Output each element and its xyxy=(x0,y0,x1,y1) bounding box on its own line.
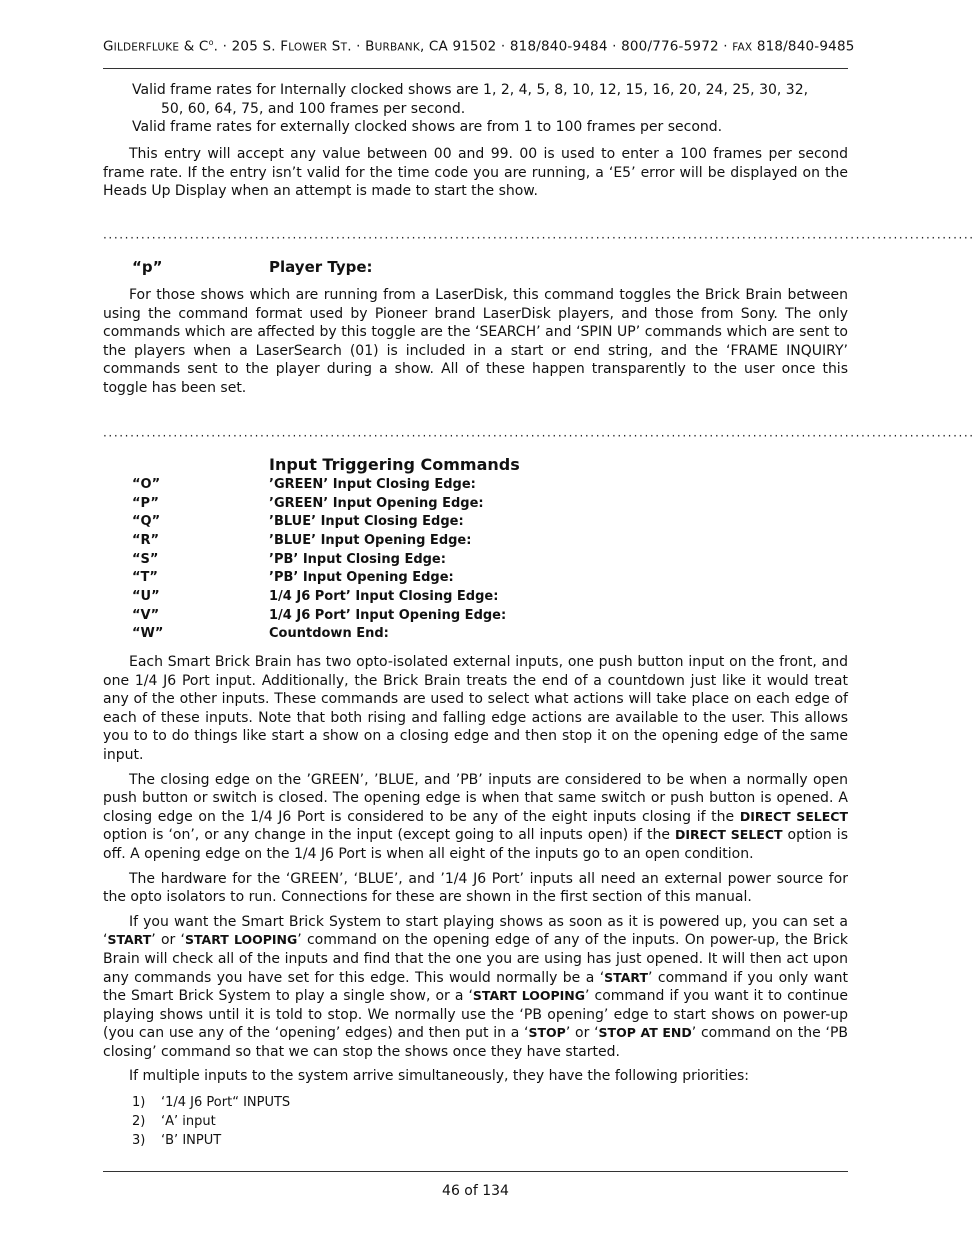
page-number: 46 of 134 xyxy=(442,1183,509,1199)
dotted-separator: ································································································································································· xyxy=(103,429,975,443)
paragraph-power-up: If you want the Smart Brick System to start playing shows as soon as it is powered up, you can set a ‘START’ or ‘START LOOPING’ command on the opening edge of any of the inputs. On power-up, the Brick Brain will check all of the inputs and find that the one you are using has just opened. It will then act upon any commands you have set for this edge. This would normally be a ‘START’ command if you only want the Smart Brick System to play a single show, or a ‘START LOOPING’ command if you want it to continue playing shows until it is told to stop. We normally use the ‘PB opening’ edge to start shows on power-up (you can use any of the ‘opening’ edges) and then put in a ‘STOP’ or ‘STOP AT END’ command on the ‘PB closing’ command so that we can stop the shows once they have started. xyxy=(103,913,849,1060)
frame-rate-paragraph: This entry will accept any value between 00 and 99. 00 is used to enter a 100 frames per second frame rate. If the entry isn’t valid for the time code you are running, a ‘E5’ error will be displayed on the Heads Up Display when an attempt is made to start the show. xyxy=(103,146,848,200)
list-item: 1) ‘1/4 J6 Port“ INPUTS xyxy=(132,1095,291,1110)
command-row: “P” ’GREEN’ Input Opening Edge: xyxy=(132,496,484,511)
input-triggering-body xyxy=(103,653,848,1086)
command-row: “T” ’PB’ Input Opening Edge: xyxy=(132,570,454,585)
priority-list xyxy=(132,1095,290,1152)
command-row: “S” ’PB’ Input Closing Edge: xyxy=(132,552,446,567)
dotted-separator: ································································································································································· xyxy=(103,231,975,245)
command-row: “O” ’GREEN’ Input Closing Edge: xyxy=(132,477,476,492)
player-type-title: Player Type: xyxy=(269,258,373,276)
page-header: GILDERFLUKE & $C^o$. · 205 S. FLOWER ST. · BURBANK, CA 91502 · 818/840-9484 · 800/776-5972 · FAX 818/840-9485 xyxy=(103,38,855,55)
command-row: “V” 1/4 J6 Port’ Input Opening Edge: xyxy=(132,608,507,623)
frame-rate-list xyxy=(132,81,848,137)
list-item: 3) ‘B’ INPUT xyxy=(132,1133,222,1148)
command-row: “W” Countdown End: xyxy=(132,626,389,641)
header-rule xyxy=(103,68,848,69)
paragraph-inputs: Each Smart Brick Brain has two opto-isolated external inputs, one push button input on the front, and one 1/4 J6 Port input. Additionally, the Brick Brain treats the end of a countdown just like it would treat any of the other inputs. These commands are used to select what actions will take place on each edge of each of these inputs. Note that both rising and falling edge actions are available to the user. This allows you to to do things like start a show on a closing edge and then stop it on the opening edge of the same input. xyxy=(103,654,848,763)
paragraph-hardware: The hardware for the ‘GREEN’, ‘BLUE’, and ’1/4 J6 Port’ inputs all need an external power source for the opto isolators to run. Connections for these are shown in the first section of this manual. xyxy=(103,870,848,906)
command-row: “Q” ’BLUE’ Input Closing Edge: xyxy=(132,514,464,529)
footer-rule xyxy=(103,1171,848,1172)
paragraph-priorities: If multiple inputs to the system arrive simultaneously, they have the following priorities: xyxy=(129,1068,749,1085)
paragraph-edges: The closing edge on the ’GREEN’, ’BLUE, and ’PB’ inputs are considered to be when a normally open push button or switch is closed. The opening edge is when that same switch or push button is opened. A closing edge on the 1/4 J6 Port is considered to be any of the eight inputs closing if the DIRECT SELECT option is ‘on’, or any change in the input (except going to all inputs open) if the DIRECT SELECT option is off. A opening edge on the 1/4 J6 Port is when all eight of the inputs go to an open condition. xyxy=(103,771,848,862)
command-row: “R” ’BLUE’ Input Opening Edge: xyxy=(132,533,472,548)
player-type-code: “p” xyxy=(132,258,163,276)
list-item: 2) ‘A’ input xyxy=(132,1114,216,1129)
frame-rate-internal: Valid frame rates for Internally clocked shows are 1, 2, 4, 5, 8, 10, 12, 15, 16, 20, 24, 25, 30, 32, xyxy=(132,82,809,98)
frame-rate-internal-cont: 50, 60, 64, 75, and 100 frames per second. xyxy=(161,100,466,117)
player-type-paragraph: For those shows which are running from a LaserDisk, this command toggles the Brick Brain between using the command format used by Pioneer brand LaserDisk players, and those from Sony. The only commands which are affected by this toggle are the ‘SEARCH’ and ‘SPIN UP’ commands which are sent to the players when a LaserSearch (01) is included in a start or end string, and the ‘FRAME INQUIRY’ commands sent to the player during a show. All of these happen transparently to the user once this toggle has been set. xyxy=(103,287,848,396)
frame-rate-external: Valid frame rates for externally clocked shows are from 1 to 100 frames per second. xyxy=(132,119,723,136)
input-triggering-title: Input Triggering Commands xyxy=(269,455,520,474)
command-row: “U” 1/4 J6 Port’ Input Closing Edge: xyxy=(132,589,499,604)
